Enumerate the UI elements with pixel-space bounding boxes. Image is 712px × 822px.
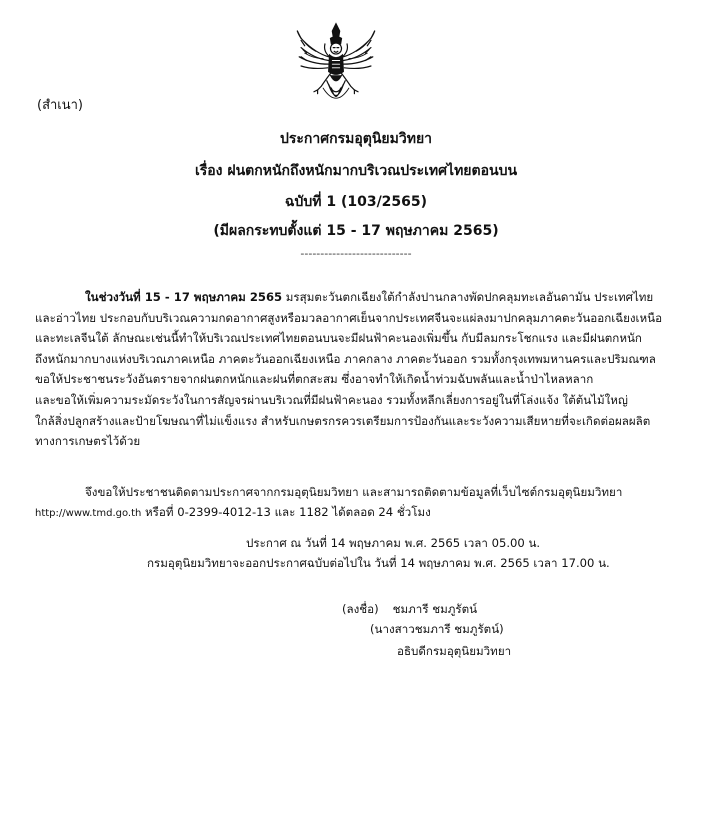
contact-info: [35, 482, 683, 524]
contact-line: [35, 502, 683, 524]
separator-line: ----------------------------: [300, 247, 412, 260]
body-line: ใกล้สิ่งปลูกสร้างและป้ายโฆษณาที่ไม่แข็งแรง สำหรับเกษตรกรควรเตรียมการป้องกันและระวังความเสียหายที่จะเกิดต่อผลผลิต: [35, 413, 651, 428]
signer-position: อธิบดีกรมอุตุนิยมวิทยา: [397, 644, 512, 658]
body-line: และขอให้เพิ่มความระมัดระวังในการสัญจรผ่านบริเวณที่มีฝนฟ้าคะนอง รวมทั้งหลีกเลี่ยงการอยู่ในที่โล่งแจ้ง ใต้ต้นไม้ใหญ่: [35, 392, 628, 407]
contact-line: จึงขอให้ประชาชนติดตามประกาศจากกรมอุตุนิยมวิทยา และสามารถติดตามข้อมูลที่เว็บไซต์กรมอุตุนิยมวิทยา: [85, 485, 623, 499]
announcement-subject: เรื่อง ฝนตกหนักถึงหนักมากบริเวณประเทศไทยตอนบน: [194, 163, 518, 179]
lead-date-text: ในช่วงวันที่ 15 - 17 พฤษภาคม 2565: [85, 290, 283, 304]
garuda-emblem-icon: [290, 20, 382, 112]
issued-datetime: ประกาศ ณ วันที่ 14 พฤษภาคม พ.ศ. 2565 เวลา 05.00 น.: [246, 536, 541, 550]
website-link[interactable]: http://www.tmd.go.th: [35, 508, 142, 519]
effective-period: (มีผลกระทบตั้งแต่ 15 - 17 พฤษภาคม 2565): [213, 223, 499, 239]
next-issue-datetime: กรมอุตุนิยมวิทยาจะออกประกาศฉบับต่อไปใน วันที่ 14 พฤษภาคม พ.ศ. 2565 เวลา 17.00 น.: [147, 556, 610, 570]
body-line: ทางการเกษตรไว้ด้วย: [35, 434, 141, 449]
body-line-rest: มรสุมตะวันตกเฉียงใต้กำลังปานกลางพัดปกคลุมทะเลอันดามัน ประเทศไทย: [282, 290, 654, 304]
signature-line: [342, 601, 477, 619]
signer-full-name: (นางสาวชมภารี ชมภูรัตน์): [370, 622, 504, 636]
signed-name: ชมภารี ชมภูรัตน์: [392, 602, 478, 616]
issue-number: ฉบับที่ 1 (103/2565): [284, 194, 428, 210]
announcement-title: ประกาศกรมอุตุนิยมวิทยา: [279, 131, 433, 147]
body-line: และอ่าวไทย ประกอบกับบริเวณความกดอากาศสูงหรือมวลอากาศเย็นจากประเทศจีนจะแผ่ลงมาปกคลุมภาคตะวันออกเฉียงเหนือ: [35, 310, 663, 325]
body-line: [35, 287, 683, 308]
signed-label: (ลงชื่อ): [342, 602, 379, 616]
body-line: ถึงหนักมากบางแห่งบริเวณภาคเหนือ ภาคตะวันออกเฉียงเหนือ ภาคกลาง ภาคตะวันออก รวมทั้งกรุงเทพมหานครและปริมณฑล: [35, 351, 656, 366]
body-line: และทะเลจีนใต้ ลักษณะเช่นนี้ทำให้บริเวณประเทศไทยตอนบนจะมีฝนฟ้าคะนองเพิ่มขึ้น กับมีลมกระโชกแรง และมีฝนตกหนัก: [35, 331, 642, 346]
copy-label: (สำเนา): [37, 98, 84, 113]
announcement-body: [35, 287, 683, 452]
hotline-text: หรือที่ 0-2399-4012-13 และ 1182 ได้ตลอด 24 ชั่วโมง: [141, 505, 431, 519]
body-line: ขอให้ประชาชนระวังอันตรายจากฝนตกหนักและฝนที่ตกสะสม ซึ่งอาจทำให้เกิดน้ำท่วมฉับพลันและน้ำป่าไหลหลาก: [35, 372, 594, 387]
